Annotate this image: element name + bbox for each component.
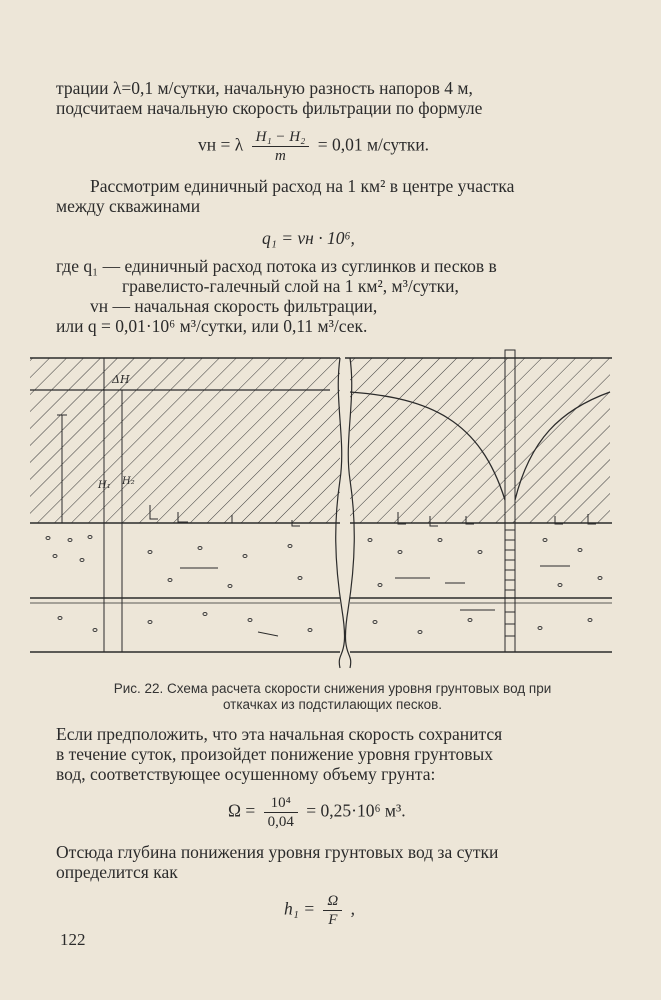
formula-depth [284, 892, 355, 929]
text-line: определится как [56, 862, 178, 882]
text-line: между скважинами [56, 196, 201, 216]
text-line: в течение суток, произойдет понижение уровня грунтовых [56, 744, 494, 764]
fraction-denominator: 0,04 [267, 814, 294, 830]
formula-unit-flow: q₁ = vн · 10⁶, [262, 228, 355, 248]
fraction-numerator: 10⁴ [264, 794, 298, 813]
text-line: vн — начальная скорость фильтрации, [90, 296, 378, 316]
delta-h-label: ΔH [112, 373, 130, 386]
formula-lhs: h₁ = [284, 898, 316, 919]
text-line: гравелисто-галечный слой на 1 км², м³/сутки, [122, 276, 459, 296]
well-screen [505, 530, 515, 636]
loam-layer-hatch [350, 358, 610, 523]
formula-volume [228, 794, 406, 831]
sand-gravel-dots [46, 536, 312, 632]
formula-rhs: = 0,01 м/сутки. [317, 134, 430, 155]
left-section [30, 358, 340, 652]
right-section [345, 350, 612, 652]
formula-lhs: vн = λ [198, 134, 244, 155]
text-line: где q₁ — единичный расход потока из суглинков и песков в [56, 256, 497, 276]
figure-caption: откачках из подстилающих песков. [222, 697, 443, 712]
fraction-denominator: m [275, 148, 286, 164]
fraction [264, 794, 298, 831]
text-line: подсчитаем начальную скорость фильтрации по формуле [56, 98, 483, 118]
text-line: Рассмотрим единичный расход на 1 км² в центре участка [90, 176, 515, 196]
h2-label: H₂ [122, 476, 135, 487]
formula-lhs: Ω = [228, 800, 256, 821]
h1-label: H₁ [98, 480, 111, 491]
text-line: или q = 0,01·10⁶ м³/сутки, или 0,11 м³/сек. [56, 316, 368, 336]
text-line: вод, соответствующее осушенному объему грунта: [56, 764, 436, 784]
page-number: 122 [60, 930, 86, 949]
flow-arrows [180, 568, 278, 636]
fraction [323, 892, 342, 929]
loam-layer-hatch [30, 358, 340, 523]
sand-gravel-dots [368, 539, 602, 634]
text-line: трации λ=0,1 м/сутки, начальную разность напоров 4 м, [56, 78, 473, 98]
fraction-numerator: Ω [323, 892, 342, 911]
text-line: Отсюда глубина понижения уровня грунтовых вод за сутки [56, 842, 499, 862]
formula-rhs: = 0,25·10⁶ м³. [306, 800, 406, 821]
text-line: Если предположить, что эта начальная скорость сохранится [56, 724, 503, 744]
formula-rhs: , [350, 898, 356, 919]
figure-caption: Рис. 22. Схема расчета скорости снижения уровня грунтовых вод при [113, 681, 552, 696]
flow-arrows [395, 566, 570, 610]
fraction-numerator: H₁ − H₂ [252, 128, 310, 147]
fraction-denominator: F [328, 912, 338, 928]
